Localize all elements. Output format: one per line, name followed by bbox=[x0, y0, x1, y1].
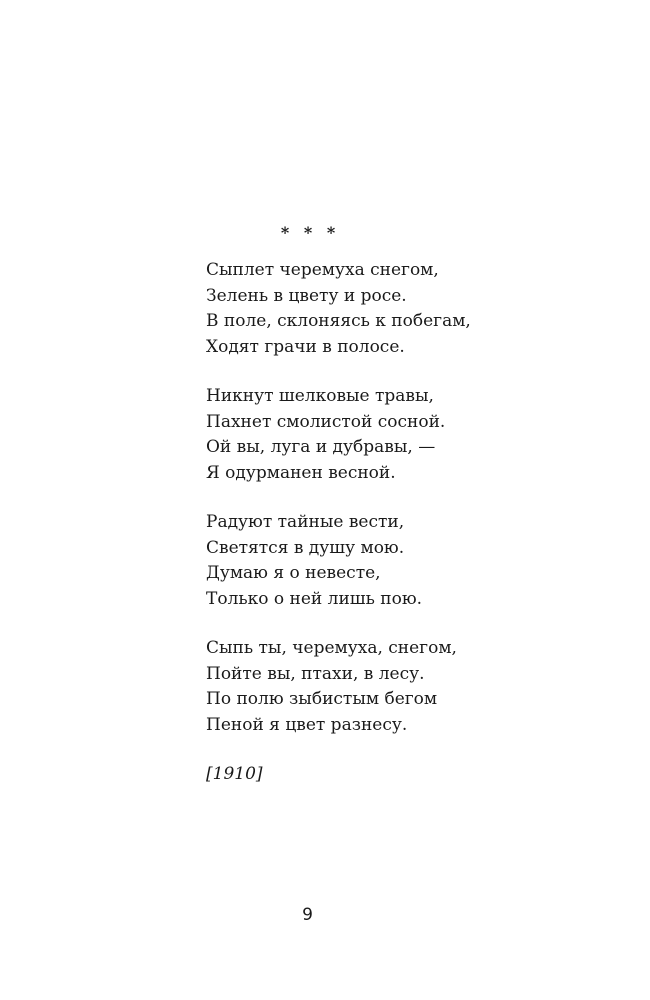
stanza-4 bbox=[206, 636, 606, 738]
asterism-separator bbox=[280, 225, 340, 241]
poem-date: [1910] bbox=[206, 764, 263, 784]
poem-line: Радуют тайные вести, bbox=[206, 512, 405, 532]
asterisk: * bbox=[303, 223, 313, 242]
poem-line: Зелень в цвету и росе. bbox=[206, 285, 407, 306]
stanza-3 bbox=[206, 510, 606, 612]
poem-line: Ой вы, луга и дубравы, — bbox=[206, 437, 436, 457]
poem-line: Ходят грачи в полосе. bbox=[206, 336, 405, 357]
poem-line: Светятся в душу мою. bbox=[206, 537, 405, 558]
stanza-2 bbox=[206, 384, 606, 486]
poem-line: Сыплет черемуха снегом, bbox=[206, 260, 439, 280]
asterisk: * bbox=[280, 223, 290, 242]
poem-line: Пахнет смолистой сосной. bbox=[206, 411, 446, 432]
poem-line: Сыпь ты, черемуха, снегом, bbox=[206, 638, 457, 658]
poem-line: Только о ней лишь пою. bbox=[206, 588, 423, 609]
poem-line: Думаю я о невесте, bbox=[206, 563, 381, 583]
asterisk: * bbox=[326, 223, 336, 242]
page-number: 9 bbox=[302, 905, 313, 925]
stanza-1 bbox=[206, 258, 606, 360]
poem bbox=[206, 258, 606, 788]
poem-line: В поле, склоняясь к побегам, bbox=[206, 311, 471, 331]
poem-line: Пойте вы, птахи, в лесу. bbox=[206, 663, 425, 684]
poem-line: Пеной я цвет разнесу. bbox=[206, 714, 408, 735]
poem-line: По полю зыбистым бегом bbox=[206, 689, 438, 709]
poem-line: Никнут шелковые травы, bbox=[206, 386, 434, 406]
poem-line: Я одурманен весной. bbox=[206, 462, 396, 483]
